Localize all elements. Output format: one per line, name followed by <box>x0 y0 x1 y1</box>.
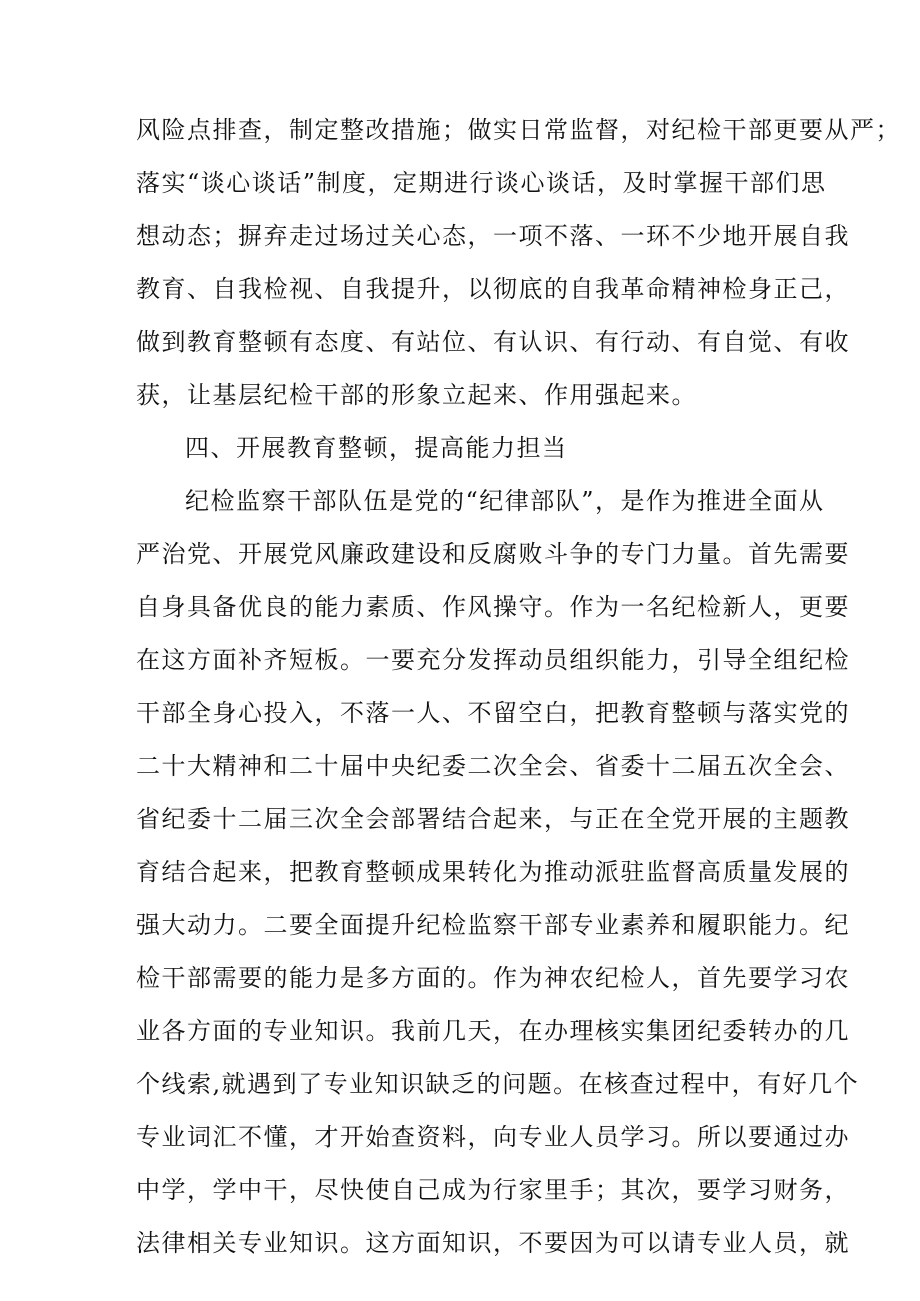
text-line: 省纪委十二届三次全会部署结合起来，与正在全党开展的主题教 <box>136 805 850 833</box>
text-line: 干部全身心投入，不落一人、不留空白，把教育整顿与落实党的 <box>136 699 850 727</box>
text-line: 专业词汇不懂，才开始查资料，向专业人员学习。所以要通过办 <box>136 1123 850 1151</box>
text-line: 想动态；摒弃走过场过关心态，一项不落、一环不少地开展自我 <box>136 222 850 250</box>
text-line: 强大动力。二要全面提升纪检监察干部专业素养和履职能力。纪 <box>136 911 850 939</box>
text-line: 落实“谈心谈话”制度，定期进行谈心谈话，及时掌握干部们思 <box>136 169 827 197</box>
text-line: 做到教育整顿有态度、有站位、有认识、有行动、有自觉、有收 <box>136 328 850 356</box>
text-line: 在这方面补齐短板。一要充分发挥动员组织能力，引导全组纪检 <box>136 646 850 674</box>
text-line: 严治党、开展党风廉政建设和反腐败斗争的专门力量。首先需要 <box>136 540 850 568</box>
text-line: 育结合起来，把教育整顿成果转化为推动派驻监督高质量发展的 <box>136 858 850 886</box>
text-line: 个线索,就遇到了专业知识缺乏的问题。在核查过程中，有好几个 <box>136 1070 860 1098</box>
section-heading: 四、开展教育整顿，提高能力担当 <box>185 434 568 462</box>
text-line: 法律相关专业知识。这方面知识，不要因为可以请专业人员，就 <box>136 1229 850 1257</box>
text-line: 中学，学中干，尽快使自己成为行家里手；其次，要学习财务， <box>136 1176 850 1204</box>
text-line: 自身具备优良的能力素质、作风操守。作为一名纪检新人，更要 <box>136 593 850 621</box>
body-text <box>136 104 901 1270</box>
text-line: 检干部需要的能力是多方面的。作为神农纪检人，首先要学习农 <box>136 964 850 992</box>
text-line: 纪检监察干部队伍是党的“纪律部队”，是作为推进全面从 <box>185 487 825 515</box>
text-line: 业各方面的专业知识。我前几天，在办理核实集团纪委转办的几 <box>136 1017 850 1045</box>
text-line: 风险点排查，制定整改措施；做实日常监督，对纪检干部更要从严； <box>136 116 901 144</box>
text-line: 二十大精神和二十届中央纪委二次全会、省委十二届五次全会、 <box>136 752 850 780</box>
text-line: 获，让基层纪检干部的形象立起来、作用强起来。 <box>136 381 697 409</box>
text-line: 教育、自我检视、自我提升，以彻底的自我革命精神检身正己， <box>136 275 850 303</box>
